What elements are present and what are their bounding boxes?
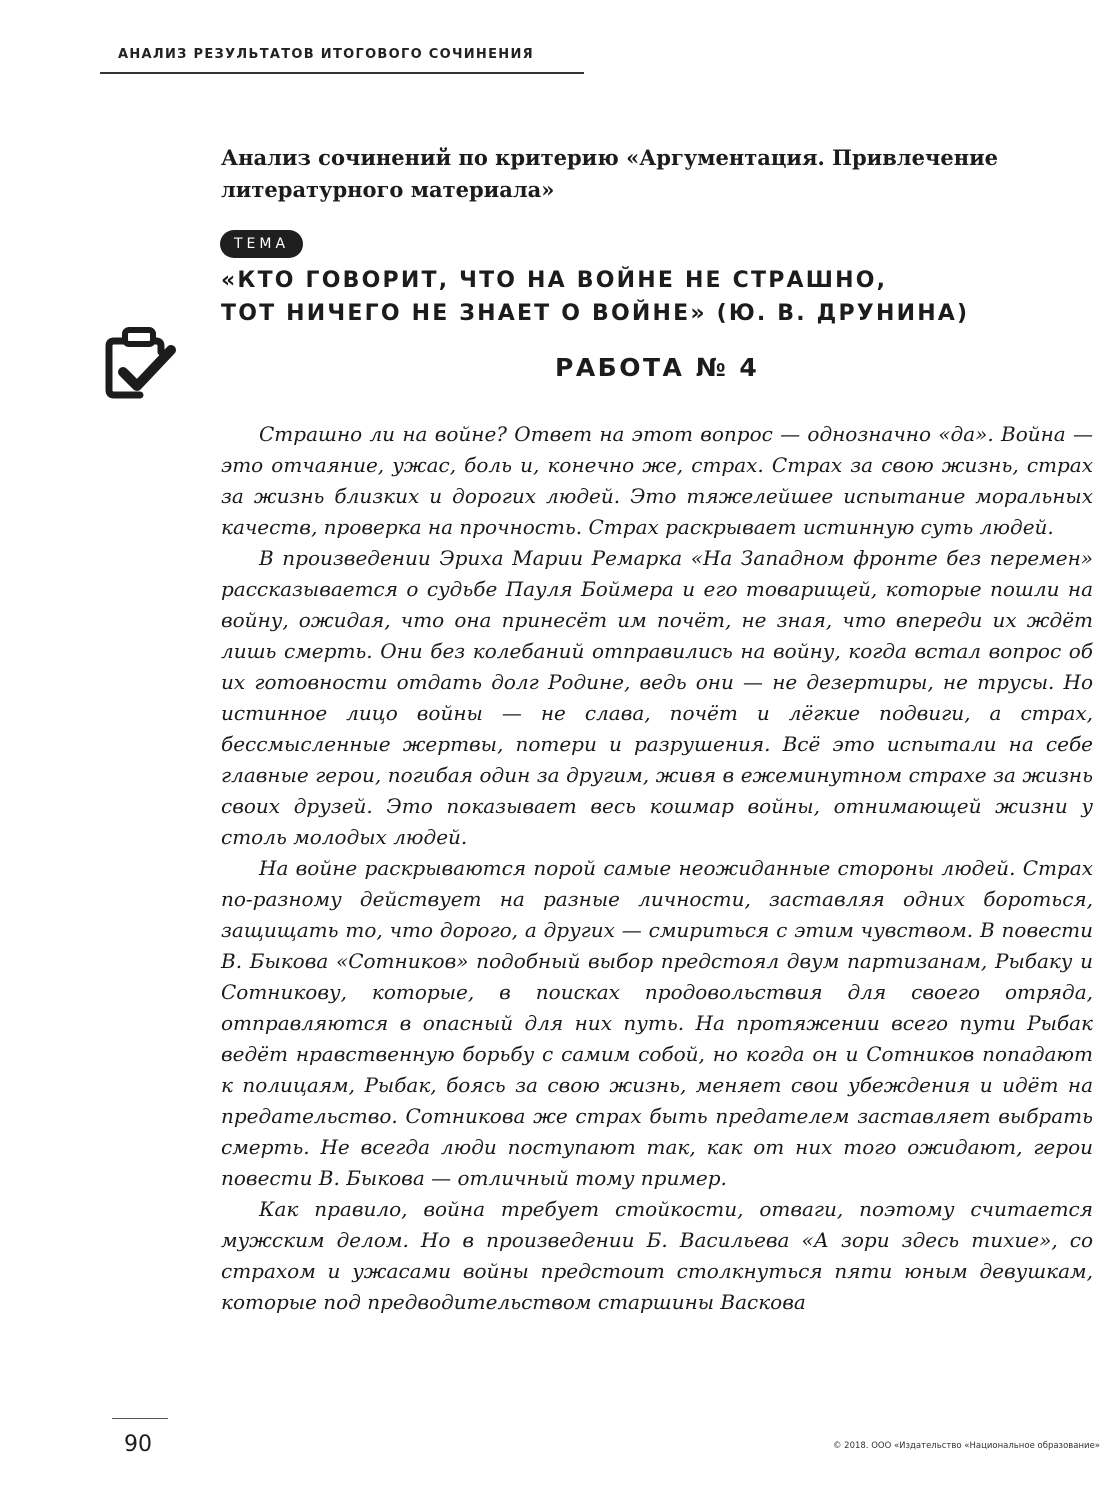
topic-title-line-2: ТОТ НИЧЕГО НЕ ЗНАЕТ О ВОЙНЕ» (Ю. В. ДРУНИНА) <box>221 301 970 326</box>
essay-paragraph-4: Как правило, война требует стойкости, отваги, поэтому считается мужским делом. Но в произведении Б. Васильева «А зори здесь тихие», со страхом и ужасами войны предстоит столкнуться пяти юным девушкам, которые под предводительством старшины Васкова <box>221 1197 1093 1314</box>
header-rule <box>100 72 584 74</box>
essay-paragraph-3: На войне раскрываются порой самые неожиданные стороны людей. Страх по-разному действует на разные личности, заставляя одних бороться, защищать то, что дорого, а других — смириться с этим чувством. В повести В. Быкова «Сотников» подобный выбор предстоял двум партизанам, Рыбаку и Сотникову, которые, в поисках продовольствия для своего отряда, отправляются в опасный для них путь. На протяжении всего пути Рыбак ведёт нравственную борьбу с самим собой, но когда он и Сотников попадают к полицаям, Рыбак, боясь за свою жизнь, меняет свои убеждения и идёт на предательство. Сотникова же страх быть предателем заставляет выбрать смерть. Не всегда люди поступают так, как от них того ожидают, герои повести В. Быкова — отличный тому пример. <box>221 856 1093 1190</box>
section-title: Анализ сочинений по критерию «Аргументация. Привлечение литературного материала» <box>221 145 998 202</box>
work-title: РАБОТА № 4 <box>555 353 760 382</box>
page-number: 90 <box>124 1432 152 1457</box>
running-header: АНАЛИЗ РЕЗУЛЬТАТОВ ИТОГОВОГО СОЧИНЕНИЯ <box>118 47 534 62</box>
footer-rule <box>112 1418 168 1419</box>
clipboard-check-icon <box>100 322 180 402</box>
essay-paragraph-2: В произведении Эриха Марии Ремарка «На Западном фронте без перемен» рассказывается о судьбе Пауля Боймера и его товарищей, которые пошли на войну, ожидая, что она принесёт им почёт, не зная, что впереди их ждёт лишь смерть. Они без колебаний отправились на войну, когда встал вопрос об их готовности отдать долг Родине, ведь они — не дезертиры, не трусы. Но истинное лицо войны — не слава, почёт и лёгкие подвиги, а страх, бессмысленные жертвы, потери и разрушения. Всё это испытали на себе главные герои, погибая один за другим, живя в ежеминутном страхе за жизнь своих друзей. Это показывает весь кошмар войны, отнимающей жизни у столь молодых людей. <box>221 546 1093 849</box>
topic-badge: ТЕМА <box>220 230 303 258</box>
essay-paragraph-1: Страшно ли на войне? Ответ на этот вопрос — однозначно «да». Война — это отчаяние, ужас, боль и, конечно же, страх. Страх за свою жизнь, страх за жизнь близких и дорогих людей. Это тяжелейшее испытание моральных качеств, проверка на прочность. Страх раскрывает истинную суть людей. <box>221 422 1093 539</box>
essay-body <box>221 419 1093 1318</box>
copyright-notice: © 2018. ООО «Издательство «Национальное образование» <box>832 1441 1100 1451</box>
topic-title-line-1: «КТО ГОВОРИТ, ЧТО НА ВОЙНЕ НЕ СТРАШНО, <box>221 268 888 293</box>
topic-title <box>221 264 1101 330</box>
